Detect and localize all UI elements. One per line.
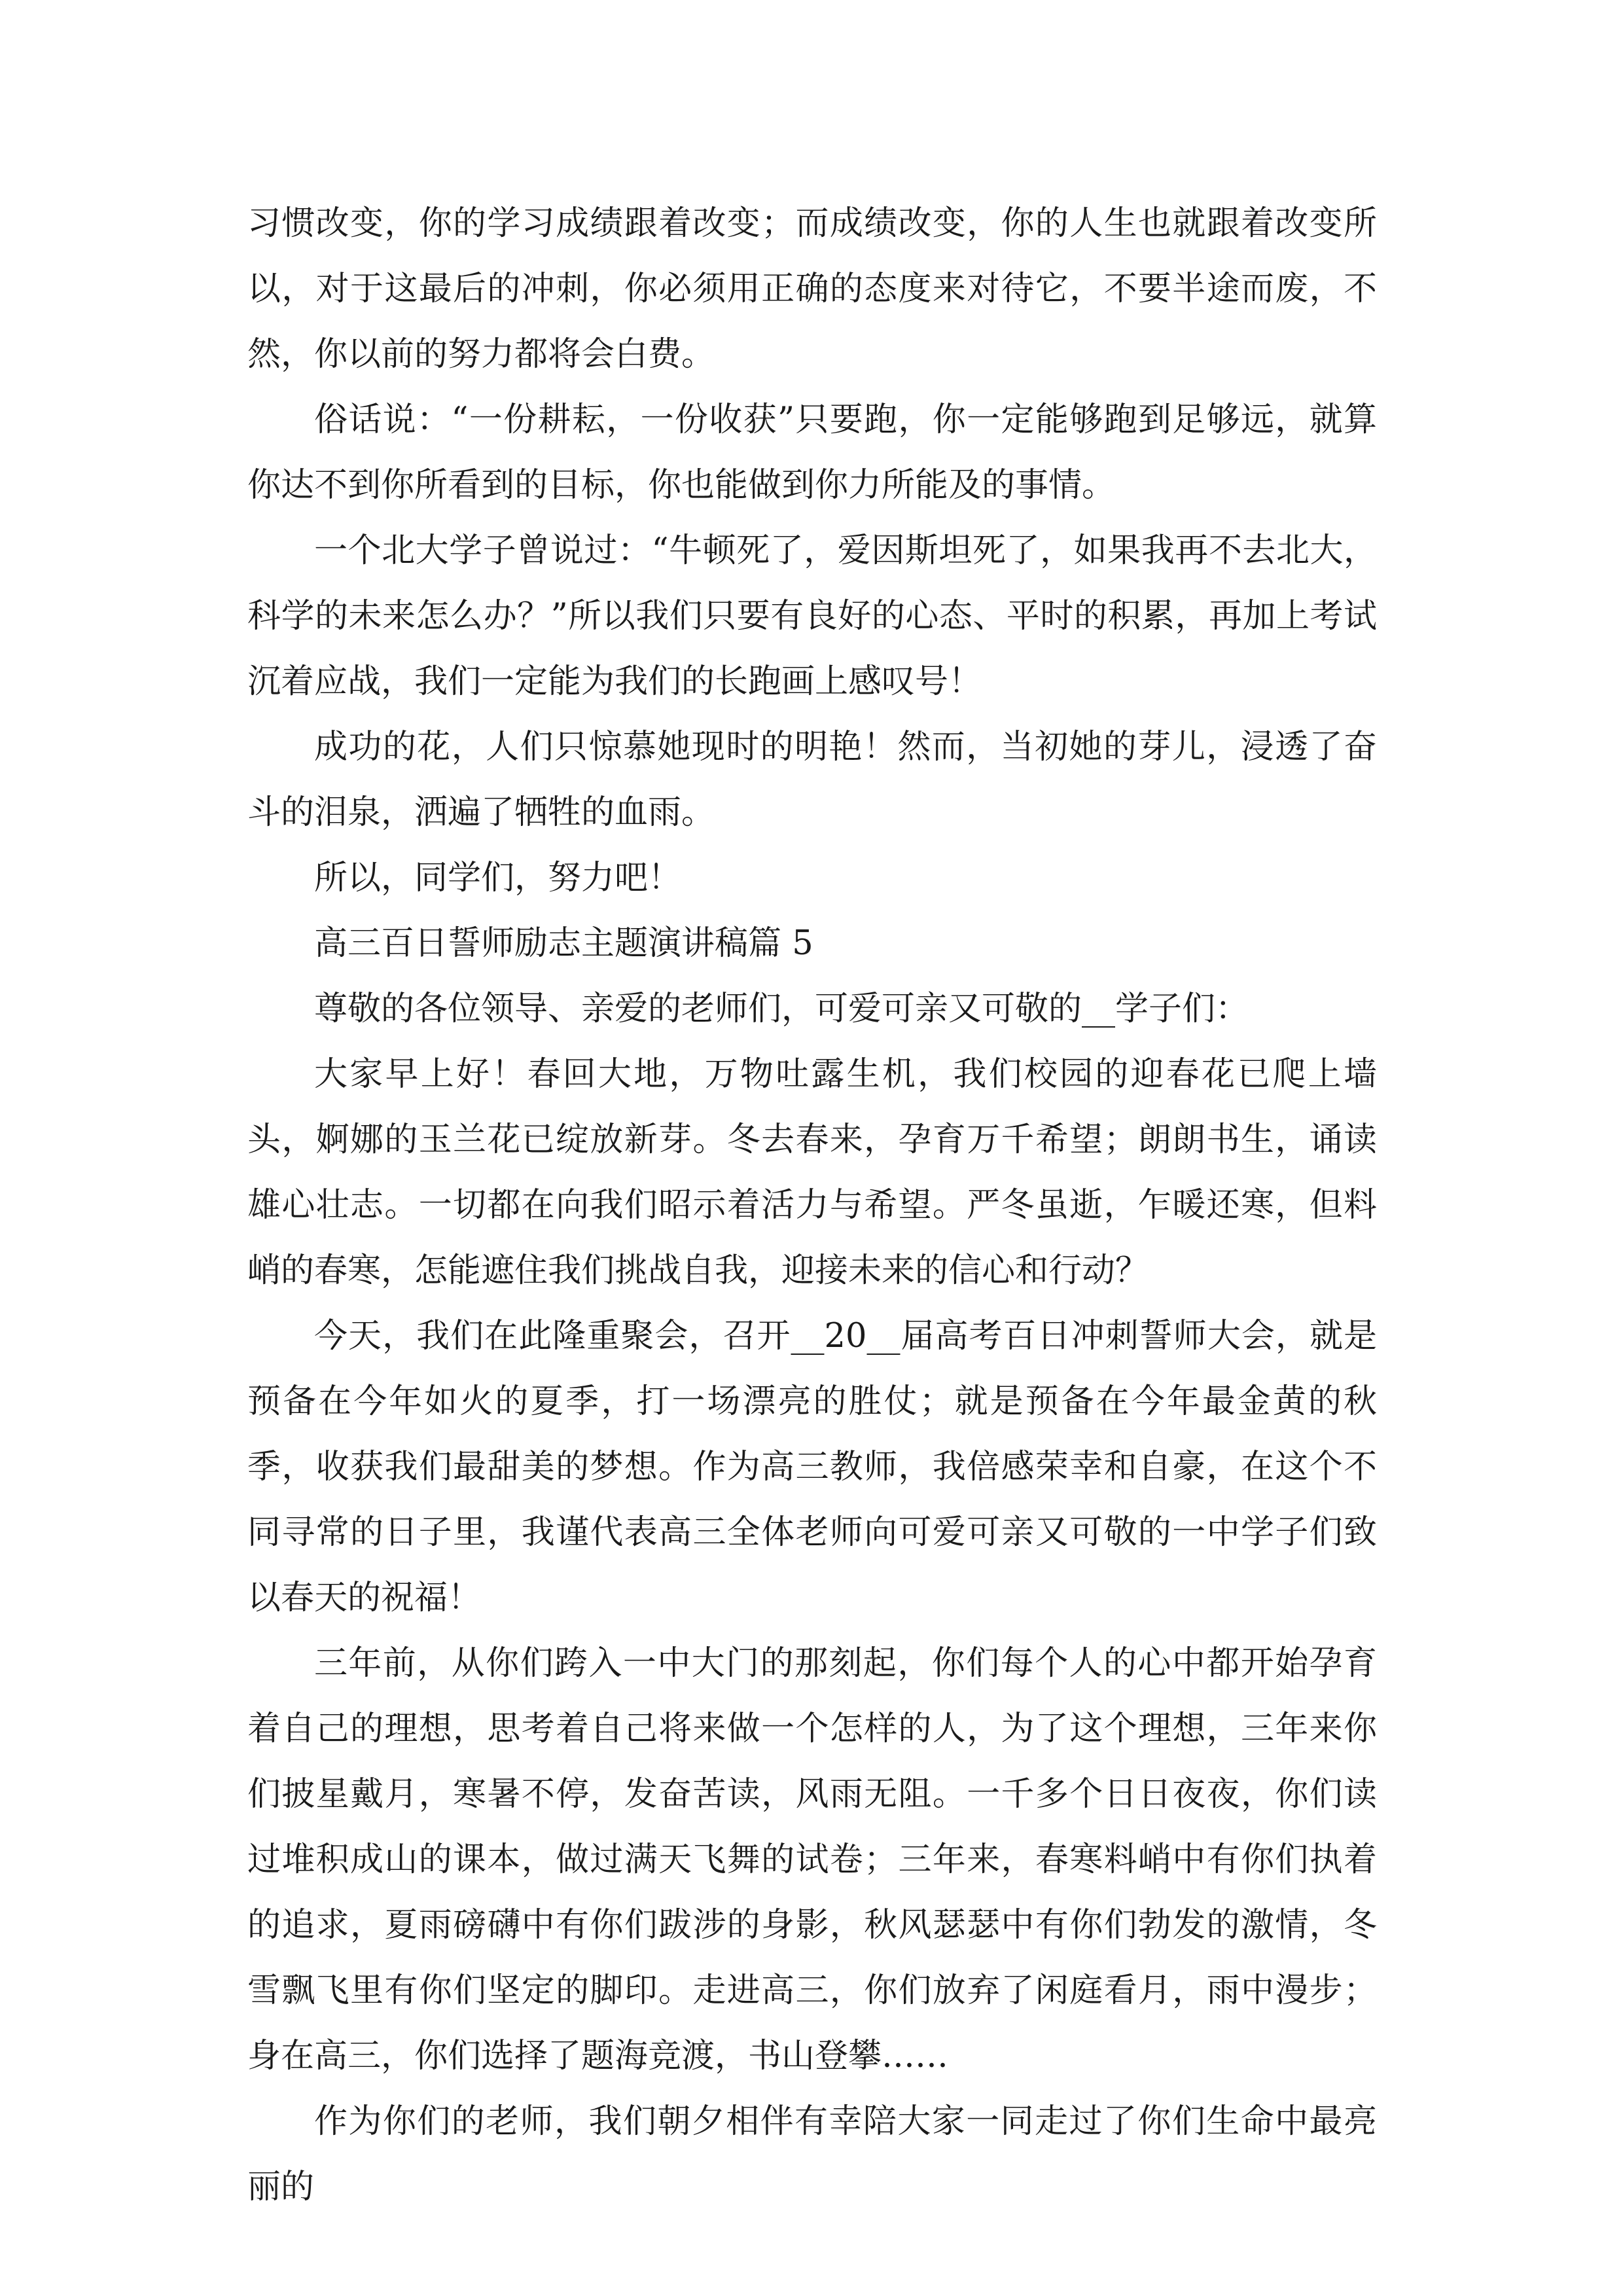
paragraph-proverb: 俗话说：“一份耕耘，一份收获”只要跑，你一定能够跑到足够远，就算你达不到你所看到的目标，你也能做到你力所能及的事情。 xyxy=(247,401,1377,505)
paragraph-teachers: 作为你们的老师，我们朝夕相伴有幸陪大家一同走过了你们生命中最亮丽的 xyxy=(247,2102,1377,2206)
paragraph-salutation: 尊敬的各位领导、亲爱的老师们，可爱可亲又可敬的__学子们： xyxy=(314,990,1249,1028)
paragraph-peking-student: 一个北大学子曾说过：“牛顿死了，爱因斯坦死了，如果我再不去北大，科学的未来怎么办？”所以我们只要有良好的心态、平时的积累，再加上考试沉着应战，我们一定能为我们的长跑画上感叹号！ xyxy=(247,531,1377,701)
document-body xyxy=(247,191,1377,2220)
paragraph-flower-of-success: 成功的花，人们只惊慕她现时的明艳！然而，当初她的芽儿，浸透了奋斗的泪泉，洒遍了牺牲的血雨。 xyxy=(247,728,1377,832)
section-heading: 高三百日誓师励志主题演讲稿篇 5 xyxy=(314,924,813,963)
paragraph-assembly: 今天，我们在此隆重聚会，召开__20__届高考百日冲刺誓师大会，就是预备在今年如火的夏季，打一场漂亮的胜仗；就是预备在今年最金黄的秋季，收获我们最甜美的梦想。作为高三教师，我倍感荣幸和自豪，在这个不同寻常的日子里，我谨代表高三全体老师向可爱可亲又可敬的一中学子们致以春天的祝福！ xyxy=(247,1317,1377,1617)
paragraph-three-years: 三年前，从你们跨入一中大门的那刻起，你们每个人的心中都开始孕育着自己的理想，思考着自己将来做一个怎样的人，为了这个理想，三年来你们披星戴月，寒暑不停，发奋苦读，风雨无阻。一千多个日日夜夜，你们读过堆积成山的课本，做过满天飞舞的试卷；三年来，春寒料峭中有你们执着的追求，夏雨磅礴中有你们跋涉的身影，秋风瑟瑟中有你们勃发的激情，冬雪飘飞里有你们坚定的脚印。走进高三，你们放弃了闲庭看月，雨中漫步；身在高三，你们选择了题海竞渡，书山登攀…… xyxy=(247,1644,1377,2075)
paragraph-encouragement: 所以，同学们，努力吧！ xyxy=(314,859,682,897)
paragraph-habit-change: 习惯改变，你的学习成绩跟着改变；而成绩改变，你的人生也就跟着改变所以，对于这最后的冲刺，你必须用正确的态度来对待它，不要半途而废，不然，你以前的努力都将会白费。 xyxy=(247,204,1377,374)
paragraph-greeting: 大家早上好！春回大地，万物吐露生机，我们校园的迎春花已爬上墙头，婀娜的玉兰花已绽放新芽。冬去春来，孕育万千希望；朗朗书生，诵读雄心壮志。一切都在向我们昭示着活力与希望。严冬虽逝，乍暖还寒，但料峭的春寒，怎能遮住我们挑战自我，迎接未来的信心和行动？ xyxy=(247,1055,1377,1290)
